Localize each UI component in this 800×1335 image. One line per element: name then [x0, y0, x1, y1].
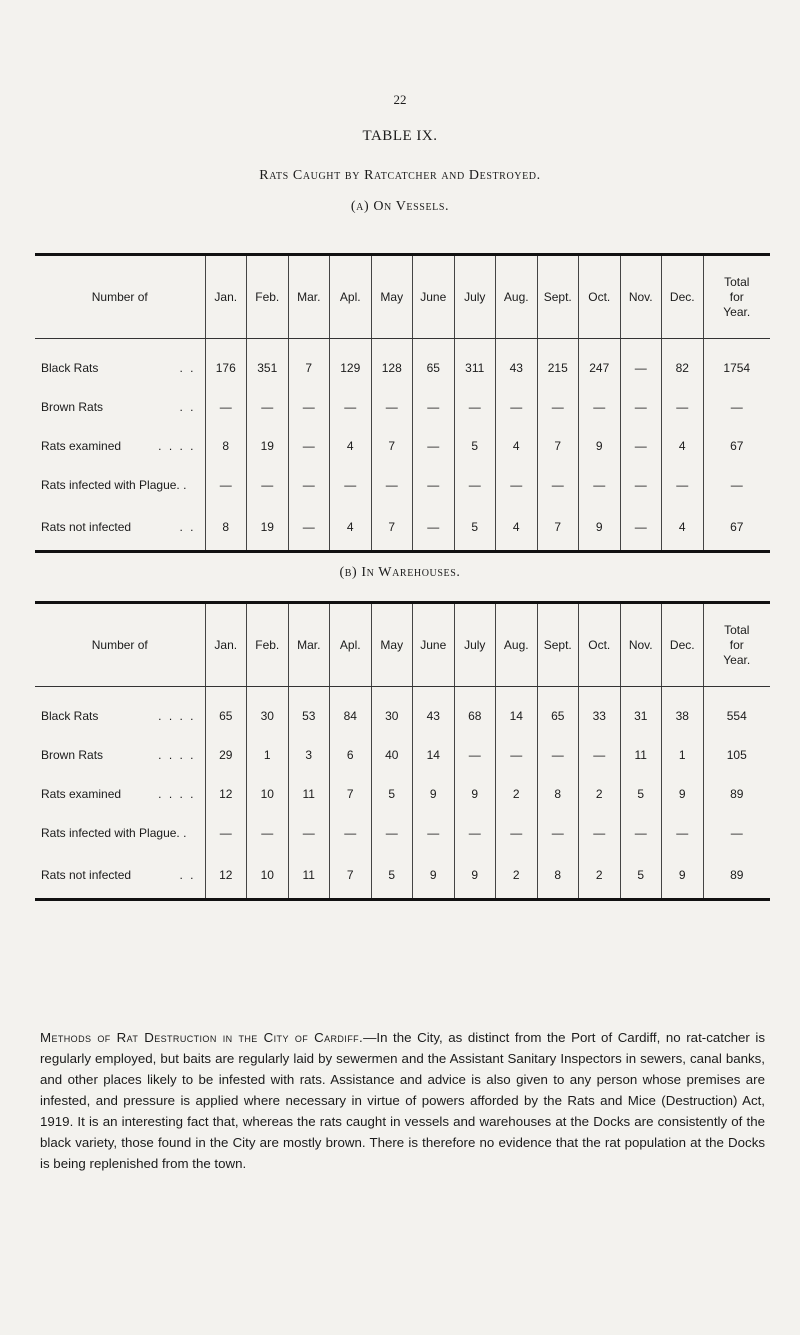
warehouses-table-body [35, 687, 770, 900]
table-cell: — [205, 813, 247, 852]
total-header-line: for [729, 289, 744, 304]
row-label [35, 504, 205, 552]
table-row [35, 735, 770, 774]
table-cell: 8 [537, 774, 579, 813]
table-cell: — [288, 504, 330, 552]
table-cell: 30 [247, 687, 289, 736]
table-cell: 2 [496, 852, 538, 900]
header-row [35, 603, 770, 687]
table-cell: 68 [454, 687, 496, 736]
table-cell: 30 [371, 687, 413, 736]
row-label-text: Black Rats [41, 708, 99, 723]
table-cell: — [620, 426, 662, 465]
table-cell: 9 [579, 426, 621, 465]
table-cell: — [247, 465, 289, 504]
table-cell-total: 67 [703, 426, 770, 465]
table-cell: 7 [330, 774, 372, 813]
table-cell-total: — [703, 387, 770, 426]
table-cell: 215 [537, 339, 579, 388]
table-cell: — [371, 387, 413, 426]
row-label-leader-dots: . . . . [158, 786, 196, 801]
table-cell: — [620, 813, 662, 852]
warehouses-table [35, 601, 770, 901]
table-cell: — [371, 465, 413, 504]
table-cell: — [247, 813, 289, 852]
row-label-text: Rats examined [41, 438, 122, 453]
row-label [35, 465, 205, 504]
table-cell: — [537, 813, 579, 852]
table-cell-total: — [703, 813, 770, 852]
row-label [35, 735, 205, 774]
table-cell: 9 [454, 852, 496, 900]
column-header-month: Sept. [537, 603, 579, 687]
table-cell: — [454, 735, 496, 774]
column-header-month: Mar. [288, 255, 330, 339]
table-cell: — [413, 813, 455, 852]
column-header-month: Feb. [247, 603, 289, 687]
row-label-leader-dots: . . [179, 360, 196, 375]
row-label [35, 774, 205, 813]
table-cell: 129 [330, 339, 372, 388]
column-header-month: Apl. [330, 603, 372, 687]
table-cell: 43 [413, 687, 455, 736]
table-row [35, 339, 770, 388]
table-cell: 40 [371, 735, 413, 774]
table-cell: — [205, 465, 247, 504]
table-cell: — [620, 465, 662, 504]
table-cell: 82 [662, 339, 704, 388]
column-header-total [703, 603, 770, 687]
column-header-month: July [454, 255, 496, 339]
column-header-month: Dec. [662, 255, 704, 339]
section-a-title: (a) On Vessels. [350, 199, 450, 214]
table-cell: 8 [537, 852, 579, 900]
table-cell: 7 [371, 426, 413, 465]
table-cell: 65 [537, 687, 579, 736]
table-cell-total: 554 [703, 687, 770, 736]
methods-paragraph [40, 1027, 765, 1174]
table-cell: 5 [454, 426, 496, 465]
row-label-text: Rats examined [41, 786, 122, 801]
column-header-month: June [413, 603, 455, 687]
table-cell: 4 [662, 426, 704, 465]
row-label-leader-dots: . . [179, 520, 196, 534]
table-cell: 2 [496, 774, 538, 813]
table-cell: 9 [413, 852, 455, 900]
table-cell-total: 67 [703, 504, 770, 552]
column-header-month: Sept. [537, 255, 579, 339]
row-label-leader-dots: . . [179, 868, 196, 882]
table-cell-total: 105 [703, 735, 770, 774]
table-cell: — [288, 813, 330, 852]
table-cell: — [205, 387, 247, 426]
table-cell: — [454, 465, 496, 504]
table-cell-total: 89 [703, 852, 770, 900]
row-label-text: Brown Rats [41, 747, 104, 762]
row-label [35, 339, 205, 388]
column-header-month: July [454, 603, 496, 687]
page-number: 22 [393, 92, 407, 107]
table-cell: 351 [247, 339, 289, 388]
column-header-number-of: Number of [35, 255, 205, 339]
table-cell: — [620, 339, 662, 388]
table-cell: 247 [579, 339, 621, 388]
table-cell: — [288, 465, 330, 504]
table-row [35, 387, 770, 426]
table-cell: — [330, 387, 372, 426]
row-label [35, 687, 205, 736]
table-cell: 4 [330, 504, 372, 552]
vessels-table-header [35, 255, 770, 339]
table-cell: — [579, 387, 621, 426]
table-cell: 4 [496, 426, 538, 465]
column-header-month: Nov. [620, 255, 662, 339]
table-cell: 9 [662, 774, 704, 813]
table-cell: 38 [662, 687, 704, 736]
table-cell: 10 [247, 852, 289, 900]
table-cell: 2 [579, 852, 621, 900]
table-cell: — [579, 813, 621, 852]
table-cell: 4 [662, 504, 704, 552]
table-cell: — [620, 504, 662, 552]
table-cell: 5 [454, 504, 496, 552]
table-row [35, 852, 770, 900]
total-header-line: for [729, 637, 744, 652]
column-header-month: Apl. [330, 255, 372, 339]
table-cell: — [288, 387, 330, 426]
table-cell: — [496, 813, 538, 852]
table-cell: 9 [413, 774, 455, 813]
table-cell: 7 [288, 339, 330, 388]
total-header-line: Total [724, 274, 750, 289]
total-header-line: Total [724, 622, 750, 637]
table-cell: 65 [413, 339, 455, 388]
header-row [35, 255, 770, 339]
table-cell: 65 [205, 687, 247, 736]
table-cell: — [413, 387, 455, 426]
table-row [35, 813, 770, 852]
table-cell: 7 [371, 504, 413, 552]
table-cell: 2 [579, 774, 621, 813]
table-cell: — [662, 465, 704, 504]
table-cell: 311 [454, 339, 496, 388]
table-cell: — [537, 735, 579, 774]
table-cell: 1 [247, 735, 289, 774]
table-cell: 5 [620, 774, 662, 813]
table-cell: — [496, 465, 538, 504]
table-cell: 1 [662, 735, 704, 774]
table-cell: 4 [330, 426, 372, 465]
table-cell: 9 [579, 504, 621, 552]
row-label-text: Rats infected with Plague. . [41, 825, 187, 840]
table-row [35, 426, 770, 465]
column-header-month: Oct. [579, 603, 621, 687]
table-cell: 11 [288, 852, 330, 900]
table-cell: 31 [620, 687, 662, 736]
table-cell: 84 [330, 687, 372, 736]
table-cell: 7 [330, 852, 372, 900]
table-cell: 6 [330, 735, 372, 774]
table-cell: — [454, 813, 496, 852]
table-cell: 14 [496, 687, 538, 736]
column-header-month: Oct. [579, 255, 621, 339]
table-cell: 29 [205, 735, 247, 774]
table-cell: 9 [662, 852, 704, 900]
row-label-text: Rats not infected [41, 868, 132, 882]
table-cell: 7 [537, 504, 579, 552]
table-cell: — [247, 387, 289, 426]
table-cell: 19 [247, 504, 289, 552]
table-cell: 43 [496, 339, 538, 388]
table-cell: — [330, 465, 372, 504]
column-header-month: Mar. [288, 603, 330, 687]
table-cell: — [413, 504, 455, 552]
table-cell: 5 [371, 774, 413, 813]
table-cell: — [537, 465, 579, 504]
table-cell: 33 [579, 687, 621, 736]
table-cell: — [413, 465, 455, 504]
row-label-text: Brown Rats [41, 399, 104, 414]
table-cell: 9 [454, 774, 496, 813]
column-header-number-of: Number of [35, 603, 205, 687]
column-header-total [703, 255, 770, 339]
row-label [35, 852, 205, 900]
vessels-table [35, 253, 770, 553]
row-label-leader-dots: . . . . [158, 438, 196, 453]
table-cell: — [620, 387, 662, 426]
table-cell: 3 [288, 735, 330, 774]
table-cell: 5 [371, 852, 413, 900]
table-cell: 176 [205, 339, 247, 388]
column-header-month: Dec. [662, 603, 704, 687]
table-cell: 8 [205, 504, 247, 552]
row-label-leader-dots: . . . . [158, 747, 196, 762]
table-cell: 12 [205, 852, 247, 900]
table-cell: — [537, 387, 579, 426]
table-row [35, 687, 770, 736]
row-label-leader-dots: . . . . [158, 708, 196, 723]
table-cell: — [662, 813, 704, 852]
column-header-month: June [413, 255, 455, 339]
table-subtitle: Rats Caught by Ratcatcher and Destroyed. [259, 168, 541, 183]
table-cell: — [330, 813, 372, 852]
row-label-leader-dots: . . [179, 399, 196, 414]
table-cell: 53 [288, 687, 330, 736]
table-cell: 4 [496, 504, 538, 552]
column-header-month: Feb. [247, 255, 289, 339]
table-cell-total: 89 [703, 774, 770, 813]
table-cell: 12 [205, 774, 247, 813]
table-cell: 11 [620, 735, 662, 774]
table-row [35, 465, 770, 504]
table-cell: 5 [620, 852, 662, 900]
column-header-month: May [371, 603, 413, 687]
total-header-line: Year. [723, 304, 751, 319]
column-header-month: Aug. [496, 603, 538, 687]
column-header-month: Jan. [205, 603, 247, 687]
total-header-line: Year. [723, 652, 751, 667]
table-row [35, 504, 770, 552]
column-header-month: May [371, 255, 413, 339]
table-cell-total: 1754 [703, 339, 770, 388]
table-row [35, 774, 770, 813]
row-label-text: Black Rats [41, 360, 99, 375]
vessels-table-body [35, 339, 770, 552]
table-cell: — [413, 426, 455, 465]
row-label [35, 426, 205, 465]
table-cell: 14 [413, 735, 455, 774]
column-header-month: Nov. [620, 603, 662, 687]
table-cell: 19 [247, 426, 289, 465]
table-title: TABLE IX. [362, 128, 438, 144]
column-header-month: Aug. [496, 255, 538, 339]
table-cell: — [579, 735, 621, 774]
table-cell-total: — [703, 465, 770, 504]
table-cell: — [496, 387, 538, 426]
table-cell: — [579, 465, 621, 504]
table-cell: — [454, 387, 496, 426]
row-label [35, 387, 205, 426]
table-cell: — [371, 813, 413, 852]
table-cell: 8 [205, 426, 247, 465]
row-label-text: Rats not infected [41, 520, 132, 534]
methods-body: —In the City, as distinct from the Port of Cardiff, no rat-catcher is regularly employed, but baits are regularly laid by sewermen and the Assistant Sanitary Inspectors in sewers, canal banks, and other places likely to be infested with rats. Assistance and advice is also given to any person whose premises are infested, and pressure is applied where necessary in virtue of powers afforded by the Rats and Mice (Destruction) Act, 1919. It is an interesting fact that, whereas the rats caught in vessels and warehouses at the Docks are consistently of the black variety, those found in the City are mostly brown. There is therefore no evidence that the rat population at the Docks is being replenished from the town. [40, 1030, 765, 1171]
table-cell: 7 [537, 426, 579, 465]
row-label [35, 813, 205, 852]
table-cell: 128 [371, 339, 413, 388]
table-cell: 10 [247, 774, 289, 813]
methods-lead: Methods of Rat Destruction in the City of Cardiff. [40, 1030, 364, 1045]
section-b-title: (b) In Warehouses. [339, 565, 461, 580]
table-cell: 11 [288, 774, 330, 813]
row-label-text: Rats infected with Plague. . [41, 477, 187, 492]
table-cell: — [496, 735, 538, 774]
table-cell: — [662, 387, 704, 426]
table-cell: — [288, 426, 330, 465]
warehouses-table-header [35, 603, 770, 687]
column-header-month: Jan. [205, 255, 247, 339]
